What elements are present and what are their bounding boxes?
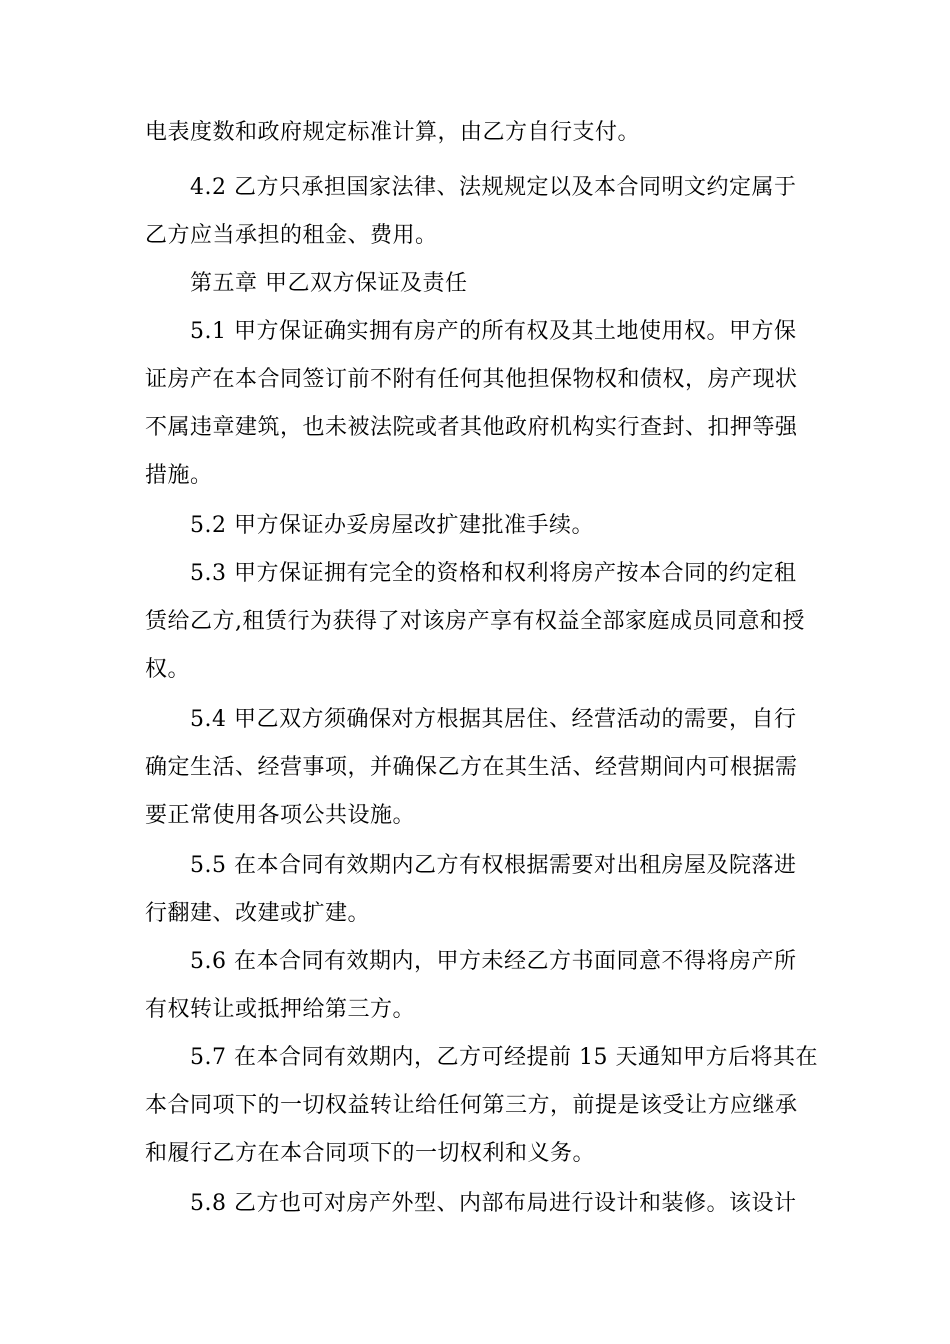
text-line: 证房产在本合同签订前不附有任何其他担保物权和债权，房产现状 bbox=[145, 367, 798, 392]
text-line: 不属违章建筑，也未被法院或者其他政府机构实行查封、扣押等强 bbox=[145, 415, 798, 440]
clause-4-2: 4.2 乙方只承担国家法律、法规规定以及本合同明文约定属于 bbox=[190, 175, 797, 200]
text-line: 要正常使用各项公共设施。 bbox=[145, 803, 416, 828]
text-line: 赁给乙方,租赁行为获得了对该房产享有权益全部家庭成员同意和授 bbox=[145, 609, 805, 634]
clause-5-6: 5.6 在本合同有效期内，甲方未经乙方书面同意不得将房产所 bbox=[190, 949, 797, 974]
text-line: 乙方应当承担的租金、费用。 bbox=[145, 223, 438, 248]
text-line: 电表度数和政府规定标准计算，由乙方自行支付。 bbox=[145, 120, 641, 145]
chapter-5-heading: 第五章 甲乙双方保证及责任 bbox=[190, 271, 468, 296]
clause-5-1: 5.1 甲方保证确实拥有房产的所有权及其土地使用权。甲方保 bbox=[190, 319, 797, 344]
clause-5-5: 5.5 在本合同有效期内乙方有权根据需要对出租房屋及院落进 bbox=[190, 853, 797, 878]
text-line: 和履行乙方在本合同项下的一切权利和义务。 bbox=[145, 1141, 596, 1166]
clause-5-4: 5.4 甲乙双方须确保对方根据其居住、经营活动的需要，自行 bbox=[190, 707, 797, 732]
clause-5-3: 5.3 甲方保证拥有完全的资格和权利将房产按本合同的约定租 bbox=[190, 561, 797, 586]
text-line: 有权转让或抵押给第三方。 bbox=[145, 997, 416, 1022]
text-line: 确定生活、经营事项，并确保乙方在其生活、经营期间内可根据需 bbox=[145, 755, 798, 780]
text-line: 措施。 bbox=[145, 463, 213, 488]
clause-5-7: 5.7 在本合同有效期内，乙方可经提前 15 天通知甲方后将其在 bbox=[190, 1045, 818, 1070]
clause-5-2: 5.2 甲方保证办妥房屋改扩建批准手续。 bbox=[190, 513, 594, 538]
clause-5-8: 5.8 乙方也可对房产外型、内部布局进行设计和装修。该设计 bbox=[190, 1191, 797, 1216]
text-line: 权。 bbox=[145, 657, 191, 682]
text-line: 本合同项下的一切权益转让给任何第三方，前提是该受让方应继承 bbox=[145, 1093, 798, 1118]
text-line: 行翻建、改建或扩建。 bbox=[145, 901, 371, 926]
